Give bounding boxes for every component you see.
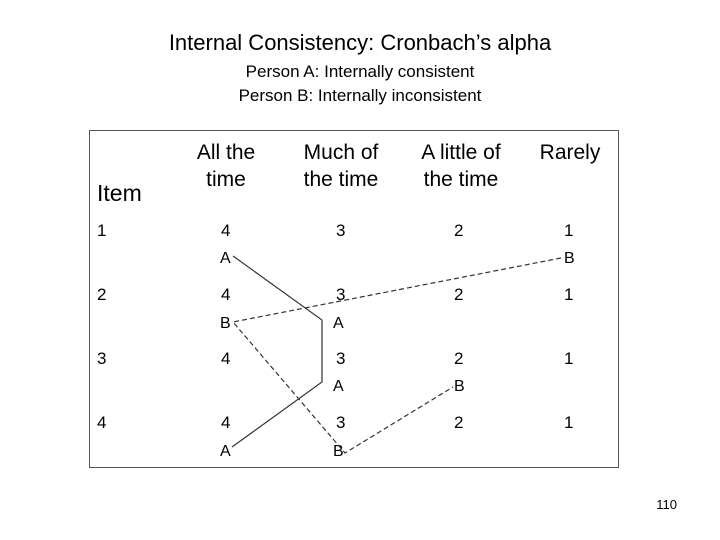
row-3-value-little: 2: [454, 349, 464, 368]
marker-b-row-2: B: [220, 315, 231, 332]
row-1-item: 1: [97, 221, 107, 240]
column-header-a-little-of-the-time: A little of the time: [421, 141, 501, 191]
row-3-value-much: 3: [336, 349, 346, 368]
row-4-value-much: 3: [336, 413, 346, 432]
row-2-value-much: 3: [336, 285, 346, 304]
subtitle-person-b: Person B: Internally inconsistent: [238, 86, 482, 105]
column-header-rarely: Rarely: [539, 141, 601, 164]
marker-a-row-4: A: [220, 443, 231, 460]
row-3-item: 3: [97, 349, 107, 368]
person-a-path: [232, 256, 322, 447]
row-1-value-much: 3: [336, 221, 346, 240]
row-4-item: 4: [97, 413, 107, 432]
row-2-value-all: 4: [221, 285, 231, 304]
row-1-value-all: 4: [221, 221, 231, 240]
column-header-all-the-time: All the time: [196, 141, 256, 191]
row-4-value-all: 4: [221, 413, 231, 432]
person-b-path: [233, 258, 561, 453]
marker-a-row-2: A: [333, 315, 344, 332]
marker-a-row-1: A: [220, 250, 231, 267]
marker-b-row-1: B: [564, 250, 575, 267]
row-2-value-rarely: 1: [564, 285, 574, 304]
row-4-value-rarely: 1: [564, 413, 574, 432]
row-4-value-little: 2: [454, 413, 464, 432]
column-header-much-of-the-time: Much of the time: [303, 141, 379, 191]
row-1-value-little: 2: [454, 221, 464, 240]
marker-a-row-3: A: [333, 378, 344, 395]
row-3-value-rarely: 1: [564, 349, 574, 368]
subtitle-person-a: Person A: Internally consistent: [245, 62, 475, 81]
row-2-item: 2: [97, 285, 107, 304]
row-2-value-little: 2: [454, 285, 464, 304]
marker-b-row-4: B: [333, 443, 344, 460]
marker-b-row-3: B: [454, 378, 465, 395]
row-3-value-all: 4: [221, 349, 231, 368]
slide-title: Internal Consistency: Cronbach’s alpha: [168, 30, 552, 55]
page-number: 110: [656, 497, 677, 512]
item-column-header: Item: [97, 180, 142, 206]
row-1-value-rarely: 1: [564, 221, 574, 240]
